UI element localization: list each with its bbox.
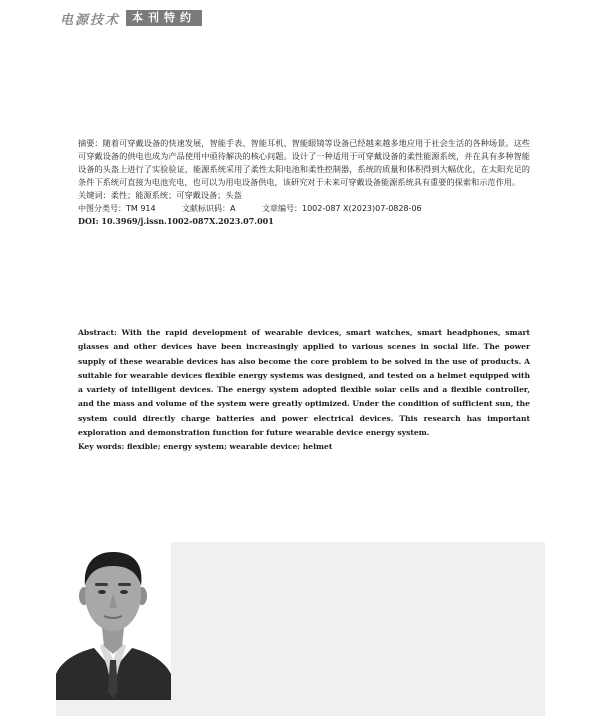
column-tag: 本刊特约 bbox=[126, 10, 202, 26]
article-number: 文章编号：1002-087 X(2023)07-0828-06 bbox=[262, 204, 422, 213]
author-info-box bbox=[56, 542, 545, 716]
doi: DOI: 10.3969/j.issn.1002-087X.2023.07.001 bbox=[78, 216, 274, 226]
chinese-keywords: 关键词：柔性；能源系统；可穿戴设备；头盔 bbox=[78, 190, 242, 200]
journal-name: 电源技术 bbox=[60, 12, 121, 28]
english-keywords: Key words: flexible; energy system; wearable device; helmet bbox=[78, 442, 333, 452]
masthead bbox=[60, 8, 202, 28]
classification-line bbox=[78, 202, 530, 215]
author-photo bbox=[56, 542, 171, 700]
chinese-abstract-block bbox=[78, 137, 530, 228]
classification-number: 中图分类号：TM 914 bbox=[78, 204, 156, 213]
chinese-abstract: 摘要：随着可穿戴设备的快速发展，智能手表、智能耳机、智能眼镜等设备已经越来越多地应用于社会生活的各种场景。这些可穿戴设备的供电也成为产品使用中亟待解决的核心问题。设计了一种适用于可穿戴设备的柔性能源系统，并在具有多种智能设备的头盔上进行了实验验证，能源系统采用了柔性太阳电池和柔性控制器，系统的质量和体积得到大幅优化，在太阳充足的条件下系统可直接为电池充电，也可以为用电设备供电，该研究对于未来可穿戴设备能源系统具有重要的探索和示范作用。 bbox=[78, 138, 530, 187]
author-portrait-image bbox=[56, 542, 171, 700]
english-abstract-block bbox=[78, 326, 530, 455]
document-code: 文献标识码：A bbox=[182, 204, 236, 213]
english-abstract: Abstract: With the rapid development of wearable devices, smart watches, smart headphones, smart glasses and other devices have been increasingly applied to various scenes in social life. The power supply of these wearable devices has also become the core problem to be solved in the use of products. A suitable for wearable devices flexible energy systems was designed, and tested on a helmet equipped with a variety of intelligent devices. The energy system adopted flexible solar cells and a flexible controller, and the mass and volume of the system were greatly optimized. Under the condition of sufficient sun, the system could directly charge batteries and power electrical devices. This research has important exploration and demonstration function for future wearable device energy system. bbox=[78, 328, 530, 438]
